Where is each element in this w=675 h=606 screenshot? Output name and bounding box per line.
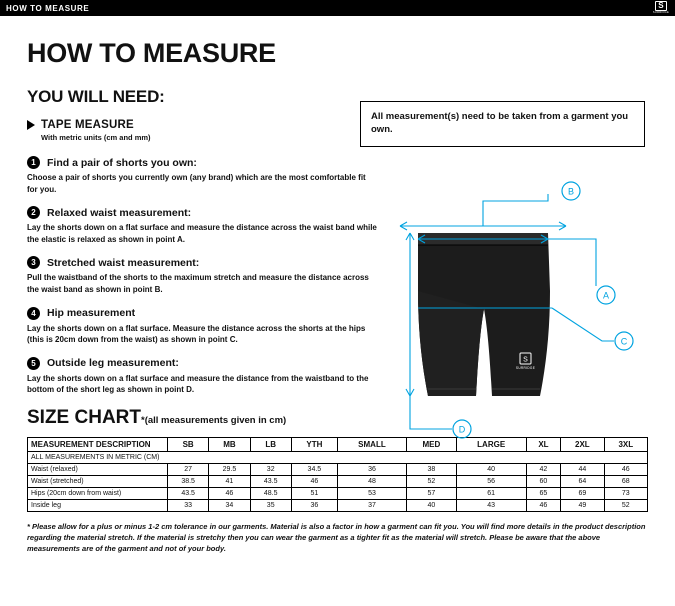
table-row bbox=[28, 487, 648, 499]
step-number-badge: 5 bbox=[27, 357, 40, 370]
column-header-description: MEASUREMENT DESCRIPTION bbox=[28, 437, 168, 451]
cell-value: 43.5 bbox=[168, 487, 209, 499]
cell-value: 68 bbox=[604, 475, 647, 487]
cell-value: 40 bbox=[407, 499, 457, 511]
row-label: Hips (20cm down from waist) bbox=[28, 487, 168, 499]
step-title: Stretched waist measurement: bbox=[47, 256, 200, 269]
measurement-note-text: All measurement(s) need to be taken from a garment you own. bbox=[371, 111, 629, 135]
cell-value: 48.5 bbox=[250, 487, 291, 499]
table-row bbox=[28, 475, 648, 487]
cell-value: 48 bbox=[337, 475, 406, 487]
step-header bbox=[27, 357, 377, 370]
svg-text:C: C bbox=[620, 336, 628, 347]
step-number-badge: 3 bbox=[27, 256, 40, 269]
cell-value: 57 bbox=[407, 487, 457, 499]
page-content bbox=[0, 16, 675, 555]
column-header-2xl: 2XL bbox=[561, 437, 604, 451]
step-item bbox=[27, 357, 377, 396]
svg-text:SURRIDGE: SURRIDGE bbox=[515, 366, 536, 370]
step-title: Outside leg measurement: bbox=[47, 357, 179, 370]
cell-value: 42 bbox=[526, 463, 560, 475]
svg-text:A: A bbox=[602, 290, 610, 301]
cell-value: 41 bbox=[209, 475, 250, 487]
cell-value: 43 bbox=[456, 499, 526, 511]
logo-wordmark: SURRIDGE bbox=[652, 11, 669, 15]
shorts-graphic bbox=[418, 233, 550, 396]
cell-value: 69 bbox=[561, 487, 604, 499]
cell-value: 29.5 bbox=[209, 463, 250, 475]
cell-value: 44 bbox=[561, 463, 604, 475]
column-header-xl: XL bbox=[526, 437, 560, 451]
step-item bbox=[27, 307, 377, 346]
column-header-med: MED bbox=[407, 437, 457, 451]
svg-text:B: B bbox=[567, 186, 575, 197]
cell-value: 32 bbox=[250, 463, 291, 475]
column-header-mb: MB bbox=[209, 437, 250, 451]
size-chart-subtitle: *(all measurements given in cm) bbox=[141, 414, 287, 426]
step-body: Choose a pair of shorts you currently own (any brand) which are the most comfortable fit for you. bbox=[27, 173, 366, 194]
cell-value: 65 bbox=[526, 487, 560, 499]
footnote-text: * Please allow for a plus or minus 1-2 cm tolerance in our garments. Material is also a factor in how a garment can fit you. You will find more details in the product description regarding the material stretch. If the material is stretchy then you can wear the garment as a tighter fit as the material will stretch. Please be aware that the above measurements are of the garment and not of your body. bbox=[27, 521, 646, 554]
cell-value: 43.5 bbox=[250, 475, 291, 487]
cell-value: 53 bbox=[337, 487, 406, 499]
metric-note-cell: ALL MEASUREMENTS IN METRIC (CM) bbox=[28, 451, 648, 463]
instruction-steps bbox=[27, 156, 377, 396]
shorts-diagram bbox=[380, 181, 650, 471]
column-header-small: SMALL bbox=[337, 437, 406, 451]
step-title: Find a pair of shorts you own: bbox=[47, 156, 197, 169]
step-header bbox=[27, 307, 377, 320]
cell-value: 73 bbox=[604, 487, 647, 499]
cell-value: 60 bbox=[526, 475, 560, 487]
step-number-badge: 4 bbox=[27, 307, 40, 320]
app-header-bar bbox=[0, 0, 675, 16]
cell-value: 40 bbox=[456, 463, 526, 475]
triangle-bullet-icon bbox=[27, 120, 35, 130]
you-will-need-heading: YOU WILL NEED: bbox=[27, 87, 165, 106]
column-header-yth: YTH bbox=[291, 437, 337, 451]
cell-value: 52 bbox=[407, 475, 457, 487]
cell-value: 61 bbox=[456, 487, 526, 499]
header-title: HOW TO MEASURE bbox=[6, 3, 90, 13]
step-item bbox=[27, 206, 377, 245]
cell-value: 49 bbox=[561, 499, 604, 511]
cell-value: 33 bbox=[168, 499, 209, 511]
tape-measure-sub: With metric units (cm and mm) bbox=[41, 133, 151, 142]
size-chart-title: SIZE CHART bbox=[27, 406, 141, 428]
table-row bbox=[28, 499, 648, 511]
step-number-badge: 2 bbox=[27, 206, 40, 219]
column-header-3xl: 3XL bbox=[604, 437, 647, 451]
step-body: Lay the shorts down on a flat surface and measure the distance from the waistband to the bottom of the short leg as shown in point D. bbox=[27, 373, 369, 395]
cell-value: 52 bbox=[604, 499, 647, 511]
cell-value: 46 bbox=[526, 499, 560, 511]
svg-text:D: D bbox=[458, 424, 466, 435]
cell-value: 36 bbox=[291, 499, 337, 511]
step-item bbox=[27, 156, 377, 195]
step-body: Lay the shorts down on a flat surface. Measure the distance across the shorts at the hips (this is 20cm down from the waist) as shown in point C. bbox=[27, 323, 366, 345]
cell-value: 46 bbox=[291, 475, 337, 487]
step-item bbox=[27, 256, 377, 295]
cell-value: 38 bbox=[407, 463, 457, 475]
cell-value: 64 bbox=[561, 475, 604, 487]
column-header-lb: LB bbox=[250, 437, 291, 451]
step-header bbox=[27, 206, 377, 219]
cell-value: 36 bbox=[337, 463, 406, 475]
svg-text:S: S bbox=[523, 356, 528, 364]
row-label: Waist (relaxed) bbox=[28, 463, 168, 475]
step-number-badge: 1 bbox=[27, 156, 40, 169]
column-header-large: LARGE bbox=[456, 437, 526, 451]
logo-mark: S bbox=[655, 1, 666, 11]
cell-value: 46 bbox=[604, 463, 647, 475]
cell-value: 27 bbox=[168, 463, 209, 475]
cell-value: 56 bbox=[456, 475, 526, 487]
cell-value: 46 bbox=[209, 487, 250, 499]
step-title: Relaxed waist measurement: bbox=[47, 206, 192, 219]
page-title: HOW TO MEASURE bbox=[27, 38, 276, 68]
step-header bbox=[27, 256, 377, 269]
brand-logo bbox=[653, 1, 669, 15]
step-title: Hip measurement bbox=[47, 307, 136, 320]
cell-value: 34.5 bbox=[291, 463, 337, 475]
cell-value: 38.5 bbox=[168, 475, 209, 487]
row-label: Waist (stretched) bbox=[28, 475, 168, 487]
tape-measure-label: TAPE MEASURE bbox=[41, 119, 134, 131]
cell-value: 35 bbox=[250, 499, 291, 511]
row-label: Inside leg bbox=[28, 499, 168, 511]
cell-value: 34 bbox=[209, 499, 250, 511]
column-header-sb: SB bbox=[168, 437, 209, 451]
measurement-note-box bbox=[360, 101, 645, 147]
cell-value: 51 bbox=[291, 487, 337, 499]
step-body: Lay the shorts down on a flat surface and measure the distance across the waist band while the elastic is relaxed as shown in point A. bbox=[27, 223, 377, 244]
cell-value: 37 bbox=[337, 499, 406, 511]
step-body: Pull the waistband of the shorts to the maximum stretch and measure the distance across the waist band as shown in point B. bbox=[27, 273, 369, 294]
step-header bbox=[27, 156, 377, 169]
